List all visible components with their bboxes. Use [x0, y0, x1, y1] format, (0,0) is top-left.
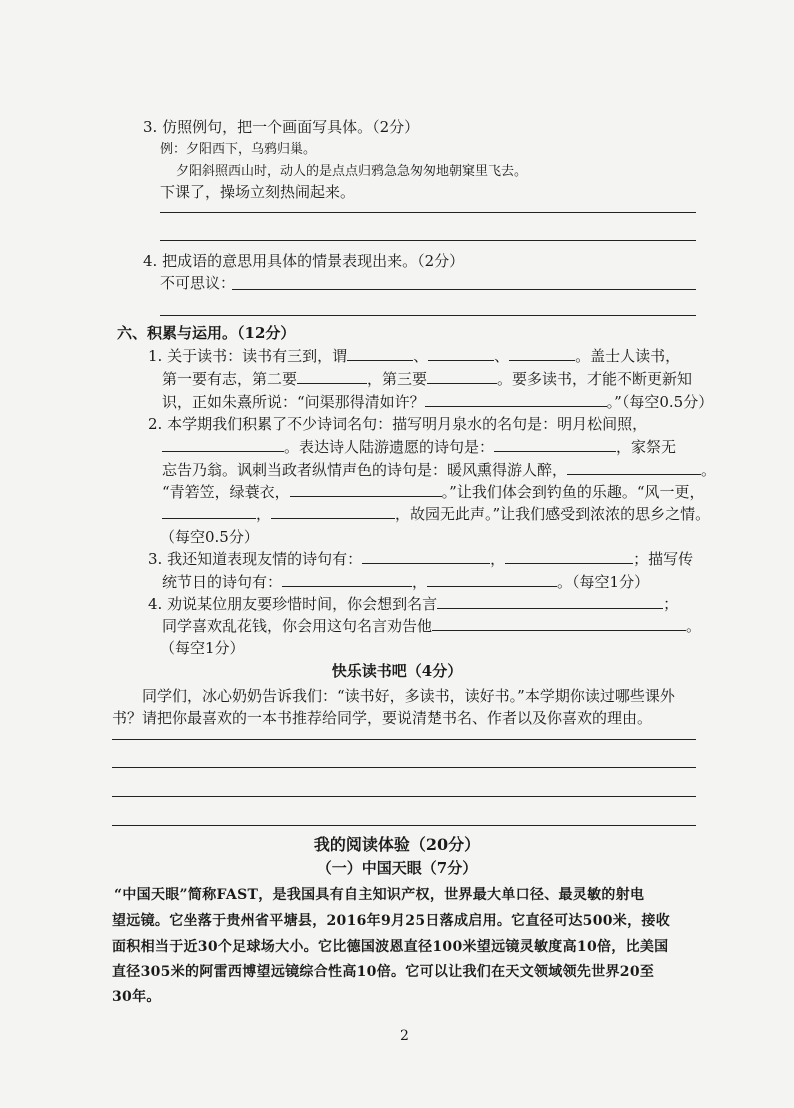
q4-answer-line-2[interactable]: [160, 315, 696, 316]
s6-item3-text: 3. 我还知道表现友情的诗句有：: [148, 550, 363, 568]
s6-item2-line5: [162, 503, 710, 524]
reading-exp-title: 我的阅读体验（20分）: [313, 835, 481, 854]
blank-field[interactable]: [271, 504, 395, 519]
s6-item4-text: ；: [663, 595, 679, 613]
s6-item4-text: 4. 劝说某位朋友要珍惜时间，你会想到名言: [148, 595, 438, 613]
s6-item1-text-a: 1. 关于读书：读书有三到，谓: [148, 347, 348, 365]
blank-field[interactable]: [505, 549, 633, 564]
s6-item2-line2: [162, 436, 676, 457]
s6-item3-text: ，: [412, 573, 428, 591]
s6-item1-text: ，第三要: [367, 370, 428, 388]
blank-field[interactable]: [290, 482, 442, 497]
passage-line-2: 望远镜。它坐落于贵州省平塘县，2016年9月25日落成启用。它直径可达500米，接收: [112, 913, 671, 929]
s6-item2-text: 。”让我们体会到钓鱼的乐趣。“风一更，: [441, 483, 705, 501]
q4-label: 不可思议：: [160, 274, 236, 292]
blank-field[interactable]: [162, 504, 256, 519]
s6-item1-text: 。”（每空0.5分）: [606, 393, 714, 411]
s6-item1-line1: [148, 345, 680, 366]
passage-line-3: 面积相当于近30个足球场大小。它比德国波恩直径100米望远镜灵敏度高10倍，比美国: [112, 939, 669, 955]
s6-item4-text: 同学喜欢乱花钱，你会用这句名言劝告他: [162, 617, 433, 635]
blank-field[interactable]: [432, 616, 686, 631]
s6-item2-score: （每空0.5分）: [160, 528, 259, 546]
s6-item1-line3: [162, 391, 713, 412]
s6-item1-sep2: 、: [494, 347, 510, 365]
s6-item1-text: 。要多读书，才能不断更新知: [497, 370, 693, 388]
blank-field[interactable]: [428, 346, 494, 361]
s6-item3-line1: [148, 548, 693, 569]
s6-item1-sep1: 、: [413, 347, 429, 365]
blank-field[interactable]: [362, 549, 490, 564]
blank-field[interactable]: [494, 437, 616, 452]
s6-item3-text: 统节日的诗句有：: [162, 573, 283, 591]
reading-exp-subtitle: （一）中国天眼（7分）: [316, 859, 478, 877]
q3-title: 3. 仿照例句，把一个画面写具体。（2分）: [143, 118, 420, 136]
q3-example-label: 例：夕阳西下，乌鸦归巢。: [160, 142, 317, 157]
reading-bar-line1: 同学们，冰心奶奶告诉我们：“读书好，多读书，读好书。”本学期你读过哪些课外: [142, 687, 675, 705]
blank-field[interactable]: [347, 346, 413, 361]
blank-field[interactable]: [437, 594, 663, 609]
reading-answer-line-1[interactable]: [112, 739, 696, 740]
s6-item3-text: 。（每空1分）: [557, 573, 650, 591]
s6-item2-line3: [162, 459, 716, 480]
q3-prompt: 下课了，操场立刻热闹起来。: [160, 183, 356, 201]
reading-answer-line-3[interactable]: [112, 796, 696, 797]
page-number: 2: [400, 1028, 409, 1044]
s6-item3-text: ；描写传: [633, 550, 694, 568]
s6-item2-line4: [162, 481, 705, 502]
blank-field[interactable]: [425, 392, 607, 407]
q3-example-text: 夕阳斜照西山时，动人的是点点归鸦急急匆匆地朝窠里飞去。: [176, 164, 528, 179]
reading-answer-line-4[interactable]: [112, 825, 696, 826]
s6-item1-text: 识，正如朱熹所说：“问渠那得清如许？: [162, 393, 425, 411]
s6-item2-text: 忘告乃翁。讽刺当政者纵情声色的诗句是：暖风熏得游人醉，: [162, 461, 568, 479]
s6-item4-line1: [148, 593, 678, 614]
s6-item4-line2: [162, 615, 701, 636]
blank-field[interactable]: [162, 437, 284, 452]
reading-bar-line2: 书？请把你最喜欢的一本书推荐给同学，要说清楚书名、作者以及你喜欢的理由。: [112, 709, 653, 727]
s6-item4-score: （每空1分）: [160, 639, 245, 657]
s6-item2-text: “青箬笠，绿蓑衣，: [162, 483, 290, 501]
q3-answer-line-2[interactable]: [160, 240, 696, 241]
q3-answer-line-1[interactable]: [160, 212, 696, 213]
s6-item2-text: ，家祭无: [616, 438, 677, 456]
blank-field[interactable]: [427, 572, 557, 587]
blank-field[interactable]: [427, 369, 497, 384]
passage-line-1: “中国天眼”简称FAST，是我国具有自主知识产权，世界最大单口径、最灵敏的射电: [114, 887, 645, 903]
blank-field[interactable]: [297, 369, 367, 384]
section6-title: 六、积累与运用。（12分）: [117, 324, 296, 342]
s6-item2-text: ，: [256, 505, 272, 523]
q4-answer-line-1[interactable]: [232, 289, 696, 290]
s6-item1-text-end: 。盖士人读书，: [575, 347, 681, 365]
s6-item2-line1: 2. 本学期我们积累了不少诗词名句：描写明月泉水的名句是：明月松间照，: [148, 415, 648, 433]
s6-item1-text: 第一要有志，第二要: [162, 370, 298, 388]
reading-answer-line-2[interactable]: [112, 767, 696, 768]
s6-item3-line2: [162, 571, 649, 592]
s6-item2-text: 。表达诗人陆游遗愿的诗句是：: [284, 438, 495, 456]
passage-line-4: 直径305米的阿雷西博望远镜综合性高10倍。它可以让我们在天文领域领先世界20至: [112, 964, 655, 980]
blank-field[interactable]: [282, 572, 412, 587]
s6-item2-text: 。: [701, 461, 717, 479]
blank-field[interactable]: [567, 460, 701, 475]
passage-line-5: 30年。: [112, 989, 161, 1005]
s6-item3-text: ，: [490, 550, 506, 568]
s6-item4-text: 。: [686, 617, 702, 635]
reading-bar-title: 快乐读书吧（4分）: [331, 662, 463, 680]
s6-item1-line2: [162, 368, 692, 389]
q4-title: 4. 把成语的意思用具体的情景表现出来。（2分）: [143, 252, 465, 270]
blank-field[interactable]: [509, 346, 575, 361]
s6-item2-text: ，故园无此声。”让我们感受到浓浓的思乡之情。: [395, 505, 711, 523]
